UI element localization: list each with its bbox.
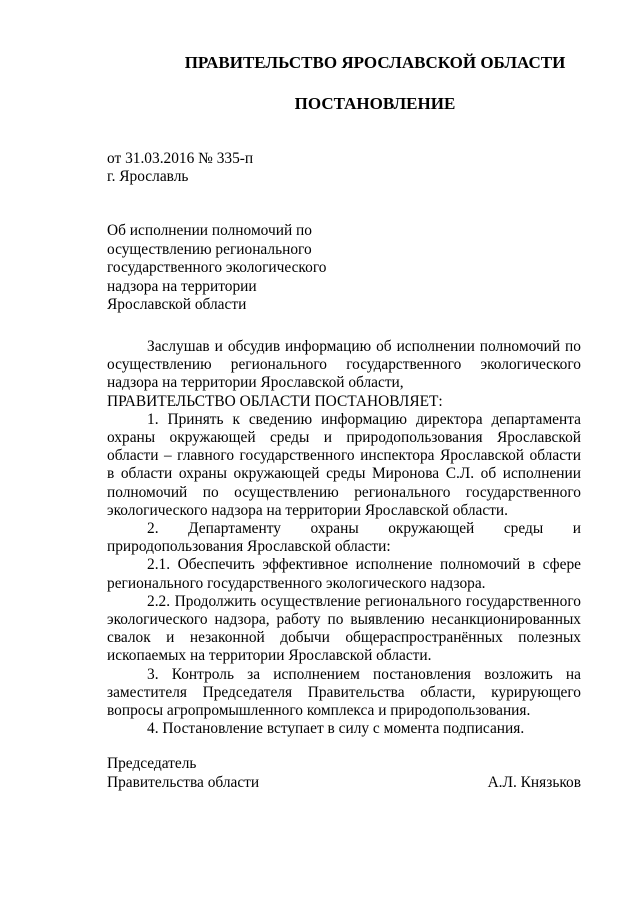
item-3: 3. Контроль за исполнением постановления возложить на заместителя Председателя Правительства области, курирующего вопросы агропромышленного комплекса и природопользования. — [107, 665, 581, 720]
item-4: 4. Постановление вступает в силу с момента подписания. — [147, 720, 525, 738]
organization-title: ПРАВИТЕЛЬСТВО ЯРОСЛАВСКОЙ ОБЛАСТИ — [184, 53, 566, 72]
item-2-2: 2.2. Продолжить осуществление регионального государственного экологического надзора, работу по выявлению несанкционированных свалок и незаконной добычи общераспространённых полезных ископаемых на территории Ярославской области. — [107, 592, 581, 665]
document-type: ПОСТАНОВЛЕНИЕ — [294, 94, 456, 113]
subject-line: Ярославской области — [107, 296, 247, 313]
document-meta — [107, 150, 253, 186]
date-number: от 31.03.2016 № 335-п — [107, 150, 254, 167]
signature-block — [107, 755, 581, 792]
subject-line: осуществлению регионального — [107, 240, 312, 258]
signature-row — [107, 774, 581, 793]
document-body — [107, 338, 581, 738]
item-2: 2. Департаменту охраны окружающей среды и природопользования Ярославской области: — [107, 520, 581, 556]
intro-paragraph: Заслушав и обсудив информацию об исполнении полномочий по осуществлению регионального государственного экологического надзора на территории Ярославской области, — [107, 338, 581, 392]
signer-name: А.Л. Князьков — [487, 773, 581, 791]
subject-line: надзора на территории — [107, 277, 257, 295]
signer-title-line1: Председатель — [107, 755, 197, 772]
city: г. Ярославль — [107, 168, 189, 185]
signer-title-line2: Правительства области — [107, 773, 260, 791]
subject-line: Об исполнении полномочий по — [107, 222, 312, 239]
decree-line: ПРАВИТЕЛЬСТВО ОБЛАСТИ ПОСТАНОВЛЯЕТ: — [107, 392, 443, 410]
item-2-1: 2.1. Обеспечить эффективное исполнение полномочий в сфере регионального государственного экологического надзора. — [107, 556, 581, 592]
subject-line: государственного экологического — [107, 259, 327, 276]
item-1: 1. Принять к сведению информацию директора департамента охраны окружающей среды и природопользования Ярославской области – главного государственного инспектора Ярославской области в области охраны окружающей среды Миронова С.Л. об исполнении полномочий по осуществлению регионального государственного экологического надзора на территории Ярославской области. — [107, 410, 581, 519]
document-subject — [107, 222, 367, 315]
